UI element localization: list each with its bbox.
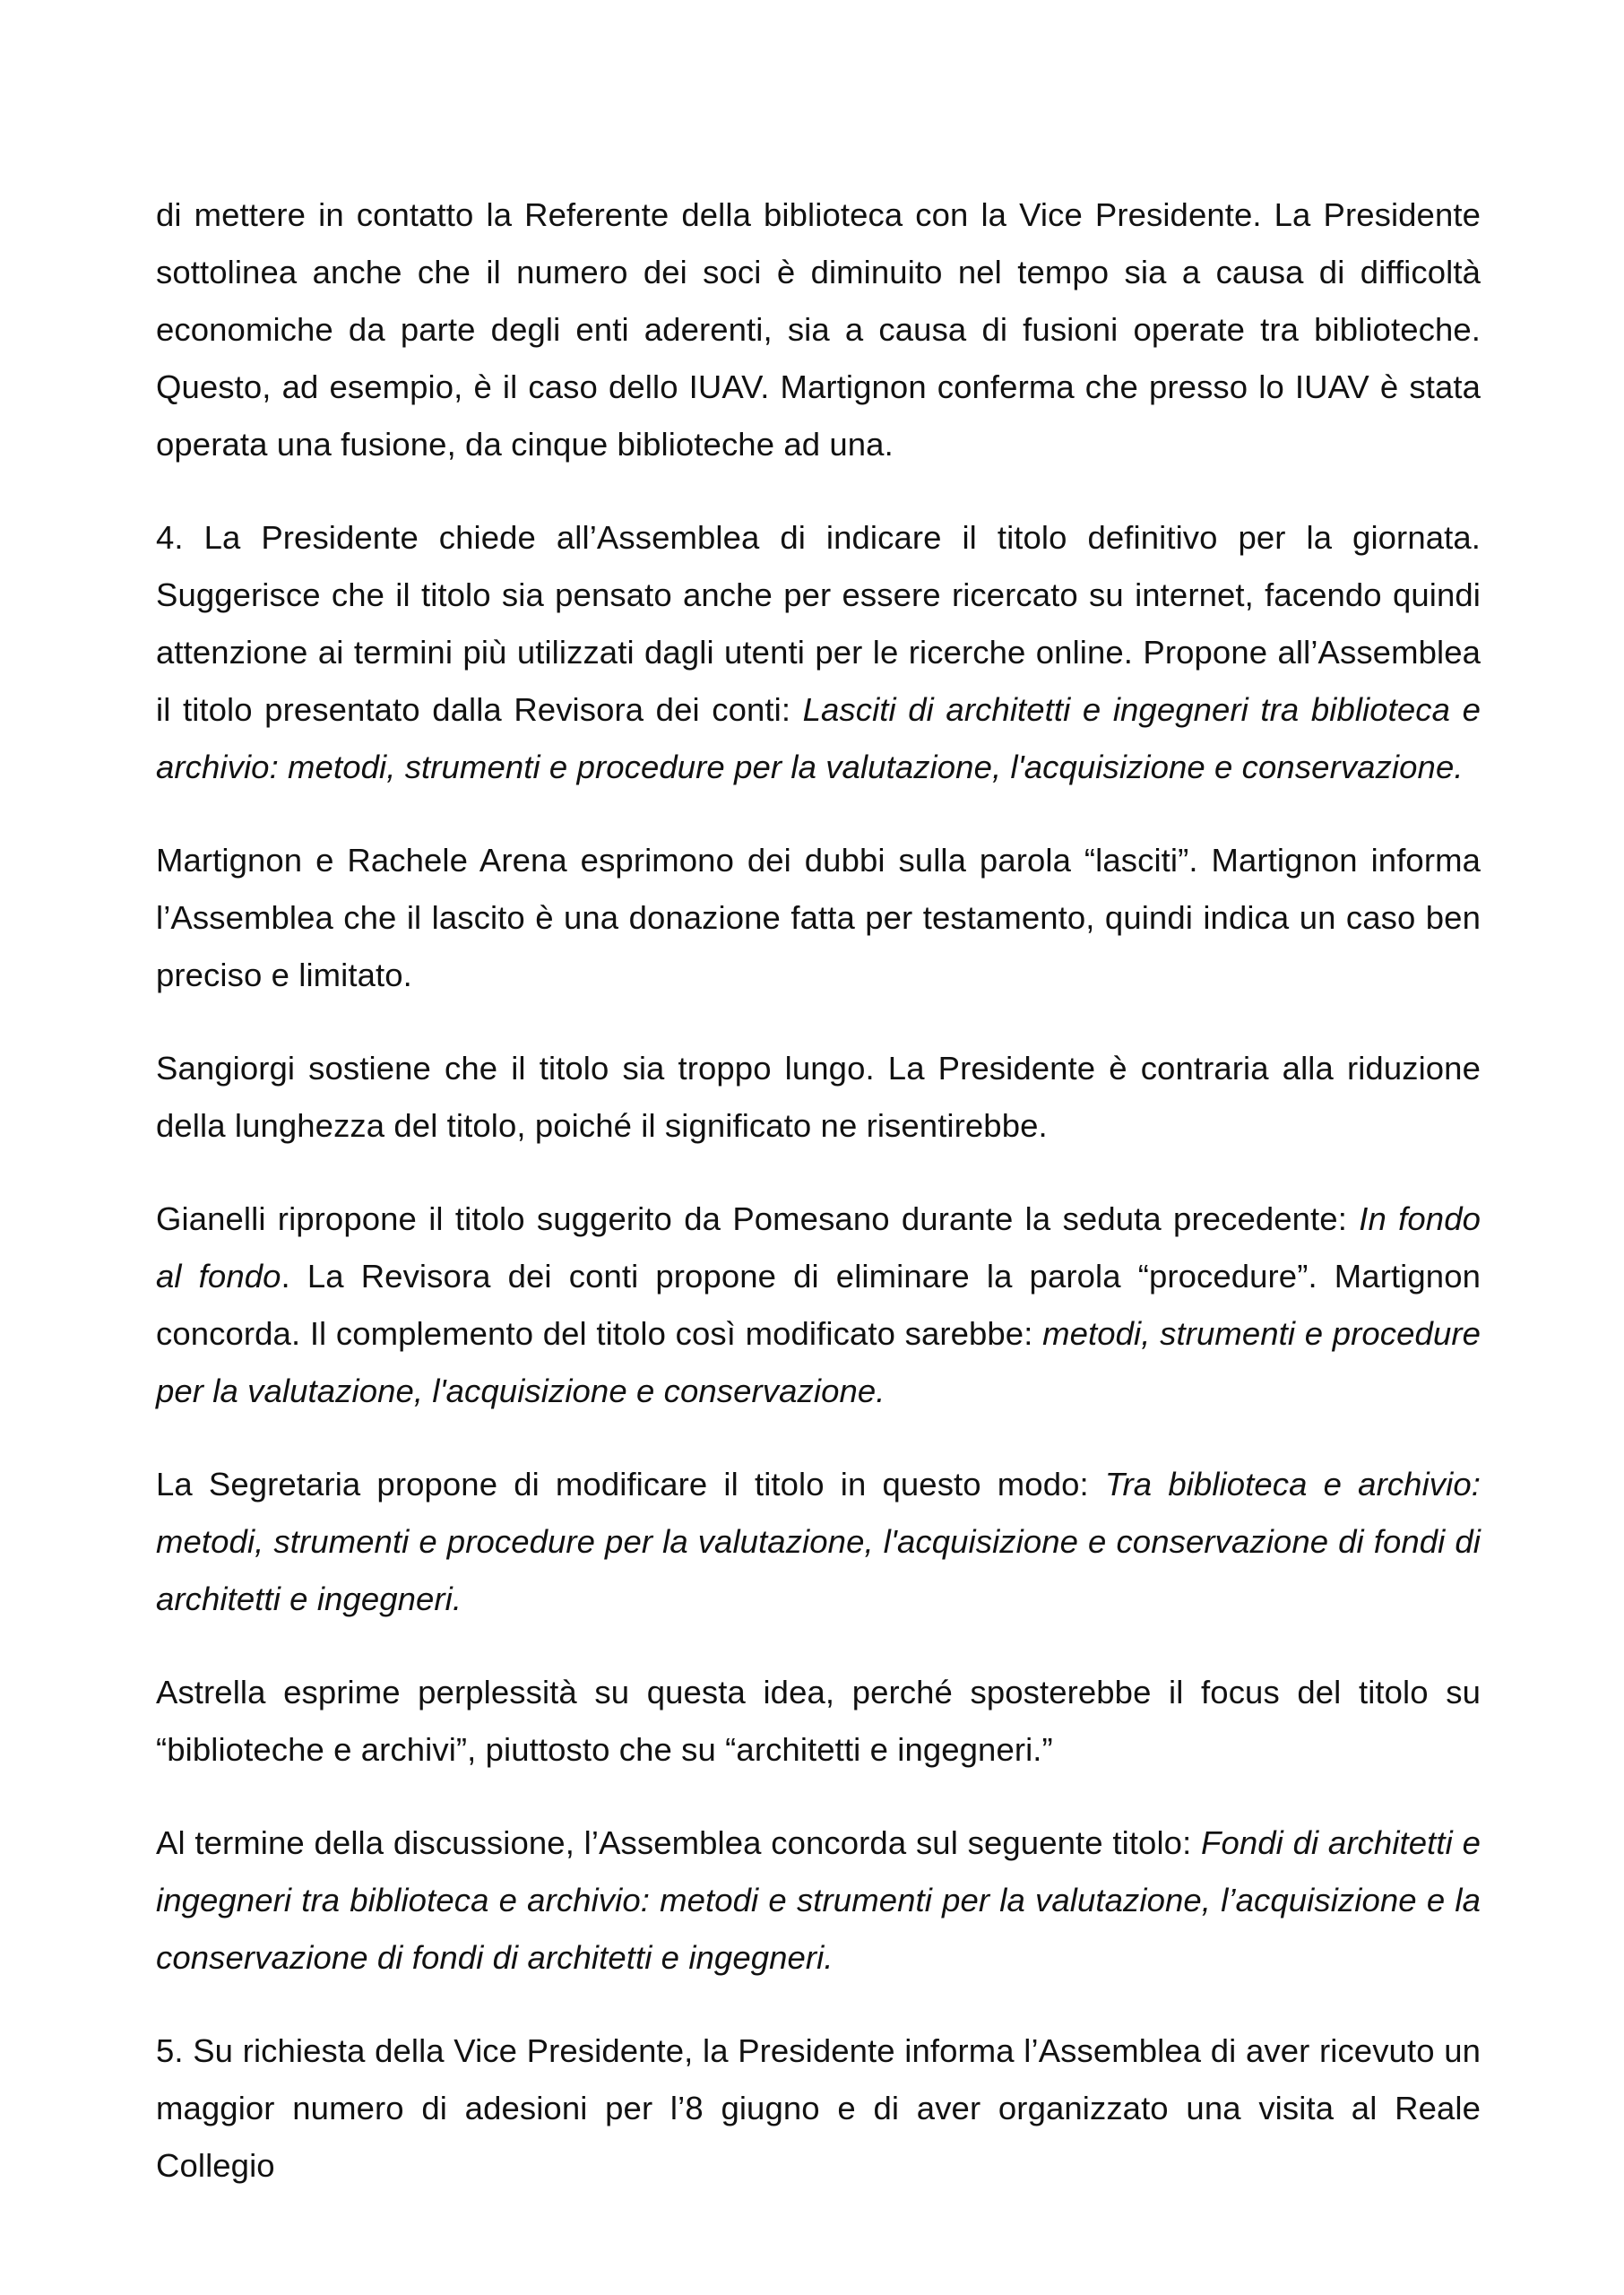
proposed-title-italic: Lasciti di architetti e ingegneri tra biblioteca e archivio: metodi, strumenti e procedure per la valutazione, l'acquisizione e conservazione. (156, 691, 1481, 785)
paragraph-contact-referente (156, 186, 1481, 473)
text-run: Gianelli ripropone il titolo suggerito da Pomesano durante la seduta precedente: (156, 1200, 1360, 1237)
text-run: Astrella esprime perplessità su questa idea, perché sposterebbe il focus del titolo su “biblioteche e archivi”, piuttosto che su “architetti e ingegneri.” (156, 1674, 1481, 1768)
segretaria-title-italic: Tra biblioteca e archivio: metodi, strumenti e procedure per la valutazione, l'acquisizione e conservazione di fondi di architetti e ingegneri. (156, 1466, 1481, 1617)
paragraph-item-4-title-request (156, 509, 1481, 796)
document-page (156, 186, 1481, 2230)
text-run: di mettere in contatto la Referente della biblioteca con la Vice Presidente. La Presidente sottolinea anche che il numero dei soci è diminuito nel tempo sia a causa di difficoltà economiche da parte degli enti aderenti, sia a causa di fusioni operate tra biblioteche. Questo, ad esempio, è il caso dello IUAV. Martignon conferma che presso lo IUAV è stata operata una fusione, da cinque biblioteche ad una. (156, 196, 1481, 463)
text-run: La Segretaria propone di modificare il titolo in questo modo: (156, 1466, 1105, 1503)
text-run: 5. Su richiesta della Vice Presidente, la Presidente informa l’Assemblea di aver ricevuto un maggior numero di adesioni per l’8 giugno e di aver organizzato una visita al Reale Collegio (156, 2032, 1481, 2184)
paragraph-segretaria-proposal (156, 1456, 1481, 1628)
paragraph-gianelli-proposal (156, 1191, 1481, 1420)
paragraph-item-5-adhesions (156, 2022, 1481, 2195)
paragraph-title-length (156, 1040, 1481, 1155)
title-in-fondo-al-fondo: In fondo al fondo (156, 1200, 1481, 1295)
text-run: Sangiorgi sostiene che il titolo sia troppo lungo. La Presidente è contraria alla riduzione della lunghezza del titolo, poiché il significato ne risentirebbe. (156, 1050, 1481, 1144)
final-title-italic: Fondi di architetti e ingegneri tra biblioteca e archivio: metodi e strumenti per la valutazione, l’acquisizione e la conservazione di fondi di architetti e ingegneri. (156, 1824, 1481, 1976)
text-run: 4. La Presidente chiede all’Assemblea di indicare il titolo definitivo per la giornata. Suggerisce che il titolo sia pensato anche per essere ricercato su internet, facendo quindi attenzione ai termini più utilizzati dagli utenti per le ricerche online. Propone all’Assemblea il titolo presentato dalla Revisora dei conti: (156, 519, 1481, 728)
paragraph-astrella-perplexity (156, 1664, 1481, 1779)
paragraph-lasciti-doubts (156, 832, 1481, 1004)
paragraph-final-title-agreement (156, 1814, 1481, 1987)
text-run: Al termine della discussione, l’Assemblea concorda sul seguente titolo: (156, 1824, 1202, 1861)
modified-title-complement: metodi, strumenti e procedure per la valutazione, l'acquisizione e conservazione. (156, 1315, 1481, 1409)
text-run: . La Revisora dei conti propone di eliminare la parola “procedure”. Martignon concorda. Il complemento del titolo così modificato sarebbe: (156, 1258, 1481, 1352)
text-run: Martignon e Rachele Arena esprimono dei dubbi sulla parola “lasciti”. Martignon informa l’Assemblea che il lascito è una donazione fatta per testamento, quindi indica un caso ben preciso e limitato. (156, 842, 1481, 993)
